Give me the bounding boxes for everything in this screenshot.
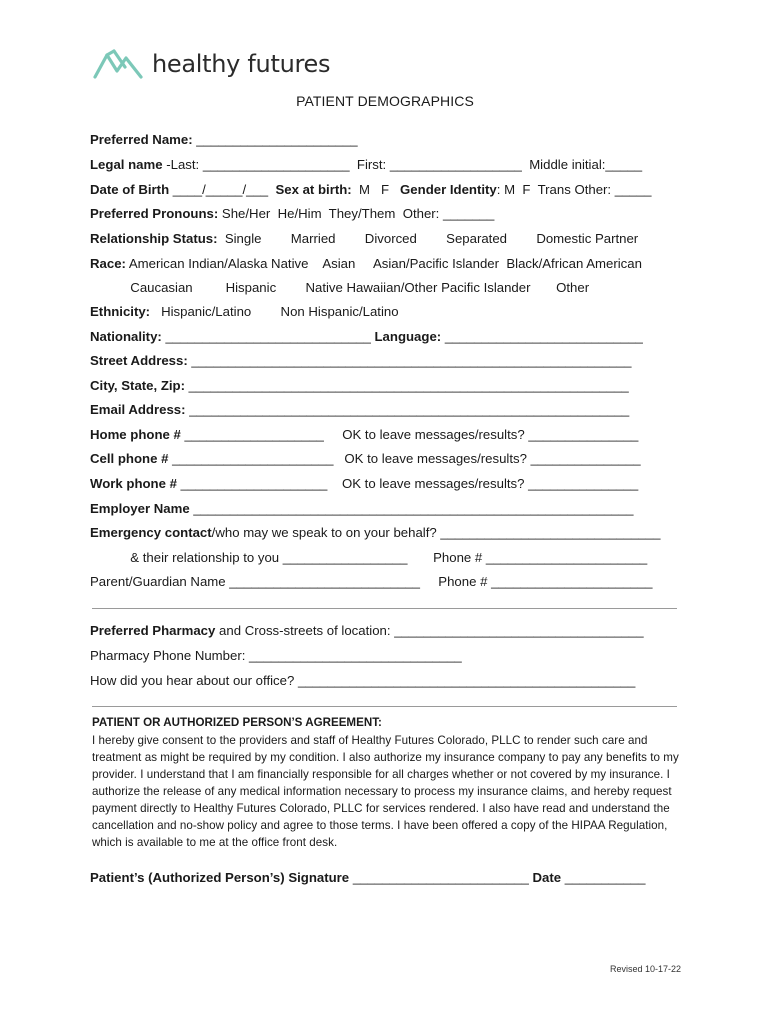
city-state-zip-label: City, State, Zip: (90, 378, 186, 393)
email-address-line: ____________________________________________________________ (185, 402, 630, 417)
referral-source-field[interactable]: How did you hear about our office? ______________________________________________ (90, 673, 636, 688)
cell-phone-line: ______________________ OK to leave messages/results? _______________ (168, 451, 641, 466)
work-phone-row[interactable] (90, 476, 638, 492)
city-state-zip-field[interactable] (90, 378, 629, 394)
legal-name-line: -Last: ____________________ First: __________________ Middle initial:_____ (162, 157, 643, 172)
employer-name-label: Employer Name (90, 501, 190, 516)
preferred-name-line: ______________________ (192, 132, 358, 147)
ethnicity-label: Ethnicity: (90, 304, 151, 319)
ethnicity-options[interactable]: Hispanic/Latino Non Hispanic/Latino (150, 304, 399, 319)
race-options-row-2[interactable]: Caucasian Hispanic Native Hawaiian/Other Pacific Islander Other (90, 280, 590, 295)
emergency-relationship-row[interactable]: & their relationship to you _________________ Phone # ______________________ (90, 550, 648, 565)
legal-name-label: Legal name (90, 157, 163, 172)
pharmacy-phone-field[interactable]: Pharmacy Phone Number: _____________________________ (90, 648, 462, 663)
parent-guardian-row[interactable]: Parent/Guardian Name __________________________ Phone # ______________________ (90, 574, 653, 589)
preferred-pharmacy-line: and Cross-streets of location: __________________________________ (215, 623, 644, 638)
date-line[interactable]: ___________ (561, 870, 646, 885)
section-divider (92, 706, 677, 707)
employer-name-field[interactable] (90, 501, 633, 517)
work-phone-label: Work phone # (90, 476, 177, 491)
street-address-line: ____________________________________________________________ (187, 353, 632, 368)
dob-label: Date of Birth (90, 182, 170, 197)
signature-row[interactable] (90, 870, 645, 885)
nationality-label: Nationality: (90, 329, 162, 344)
email-address-field[interactable] (90, 402, 629, 418)
signature-label: Patient’s (Authorized Person’s) Signature (90, 870, 350, 885)
work-phone-line: ____________________ OK to leave messages/results? _______________ (176, 476, 639, 491)
cell-phone-row[interactable] (90, 451, 641, 467)
agreement-heading: PATIENT OR AUTHORIZED PERSON’S AGREEMENT: (92, 716, 382, 729)
preferred-name-label: Preferred Name: (90, 132, 193, 147)
agreement-text: I hereby give consent to the providers and staff of Healthy Futures Colorado, PLLC to render such care and treatment as might be required by my condition. I also authorize my insurance company to pay any benefits to my provider. I understand that I am financially responsible for all charges whether or not covered by my insurance. I authorize the release of any medical information necessary to process my insurance claims, and hereby request payment directly to Healthy Futures Colorado, PLLC for services rendered. I also have read and understand the cancellation and no-show policy and agree to those terms. I have been offered a copy of the HIPAA Regulation, which is available to me at the office front desk. (92, 734, 679, 849)
home-phone-label: Home phone # (90, 427, 181, 442)
page-title: PATIENT DEMOGRAPHICS (296, 93, 474, 109)
emergency-contact-field[interactable] (90, 525, 660, 541)
pronouns-row[interactable] (90, 206, 494, 222)
legal-name-field[interactable] (90, 157, 642, 173)
sex-label: Sex at birth: (275, 182, 352, 197)
relationship-status-label: Relationship Status: (90, 231, 218, 246)
relationship-status-options[interactable]: Single Married Divorced Separated Domestic Partner (217, 231, 639, 246)
preferred-pharmacy-label: Preferred Pharmacy (90, 623, 216, 638)
cell-phone-label: Cell phone # (90, 451, 169, 466)
street-address-field[interactable] (90, 353, 631, 369)
gender-options[interactable]: : M F Trans Other: _____ (496, 182, 652, 197)
city-state-zip-line: ____________________________________________________________ (185, 378, 629, 393)
mountain-lines-icon (92, 47, 144, 81)
ethnicity-row[interactable] (90, 304, 399, 320)
date-label: Date (532, 870, 562, 885)
email-address-label: Email Address: (90, 402, 186, 417)
street-address-label: Street Address: (90, 353, 188, 368)
emergency-contact-line: /who may we speak to on your behalf? ______________________________ (211, 525, 661, 540)
dob-sex-gender-row[interactable] (90, 182, 651, 198)
emergency-contact-label: Emergency contact (90, 525, 212, 540)
dob-line: ____/_____/___ (169, 182, 276, 197)
home-phone-line: ___________________ OK to leave messages/results? _______________ (180, 427, 639, 442)
signature-line[interactable]: ________________________ (349, 870, 533, 885)
section-divider (92, 608, 677, 609)
nationality-language-row[interactable] (90, 329, 643, 345)
pronouns-options[interactable]: She/Her He/Him They/Them Other: _______ (218, 206, 495, 221)
race-label: Race: (90, 256, 126, 271)
nationality-line[interactable]: ____________________________ (161, 329, 375, 344)
language-label: Language: (374, 329, 442, 344)
race-options[interactable]: American Indian/Alaska Native Asian Asian/Pacific Islander Black/African American (125, 256, 642, 271)
preferred-name-field[interactable] (90, 132, 358, 148)
brand-name: healthy futures (152, 50, 331, 78)
language-line[interactable]: ___________________________ (441, 329, 643, 344)
brand-logo (92, 44, 330, 84)
pronouns-label: Preferred Pronouns: (90, 206, 219, 221)
employer-name-line: ____________________________________________________________ (189, 501, 634, 516)
revision-date: Revised 10-17-22 (610, 964, 682, 974)
sex-options[interactable]: M F (351, 182, 401, 197)
race-row[interactable] (90, 256, 642, 272)
home-phone-row[interactable] (90, 427, 638, 443)
preferred-pharmacy-field[interactable] (90, 623, 644, 639)
gender-label: Gender Identity (400, 182, 497, 197)
relationship-status-row[interactable] (90, 231, 638, 247)
